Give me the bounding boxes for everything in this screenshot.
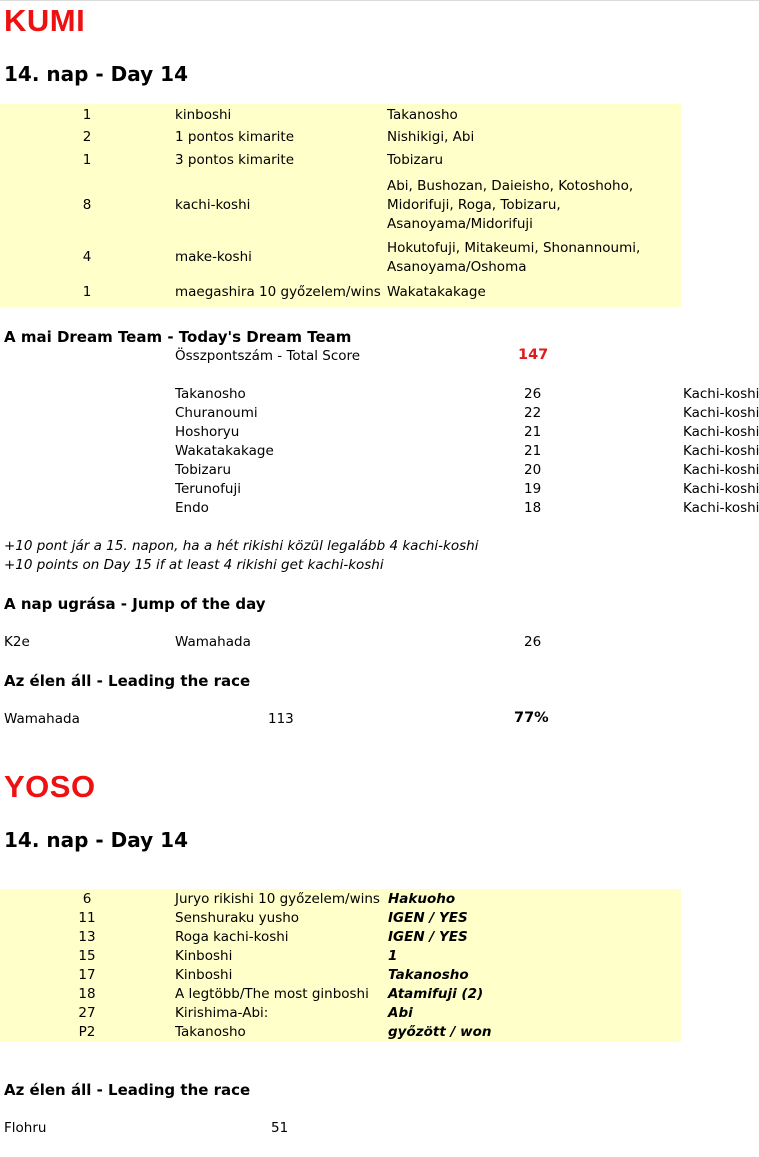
kumi-results-table [0,104,681,307]
jump-heading: A nap ugrása - Jump of the day [4,595,266,613]
dream-team-member-points: 18 [524,500,542,516]
yoso-row-value: Atamifuji (2) [388,986,484,1002]
kumi-leader-points: 113 [268,711,294,727]
kumi-row-value: Takanosho [387,107,458,123]
dream-team-member-points: 26 [524,386,542,402]
yoso-row-value: Hakuoho [388,891,456,907]
yoso-row-label: Juryo rikishi 10 győzelem/wins [175,891,380,907]
dream-team-member-name: Churanoumi [175,405,258,421]
kumi-row-value: Tobizaru [387,152,443,168]
jump-name: Wamahada [175,634,251,650]
dream-team-member-points: 21 [524,424,542,440]
kumi-row-label: kachi-koshi [175,197,251,213]
kumi-row-count: 2 [82,129,92,145]
yoso-row-value: 1 [388,948,398,964]
jump-points: 26 [524,634,542,650]
yoso-row-label: Kirishima-Abi: [175,1005,269,1021]
dream-team-member-points: 19 [524,481,542,497]
dream-team-member-status: Kachi-koshi [683,500,759,516]
yoso-row-number: 27 [78,1005,96,1021]
kumi-row-value: Asanoyama/Midorifuji [387,216,533,232]
dream-team-member-points: 22 [524,405,542,421]
kumi-row-label: kinboshi [175,107,232,123]
dream-team-member-name: Wakatakakage [175,443,274,459]
kumi-leader-name: Wamahada [4,711,80,727]
yoso-row-value: IGEN / YES [388,910,468,926]
dream-team-member-status: Kachi-koshi [683,424,759,440]
dream-team-member-points: 20 [524,462,542,478]
yoso-row-number: 18 [78,986,96,1002]
yoso-day-title: 14. nap - Day 14 [4,828,188,852]
kumi-row-label: make-koshi [175,249,252,265]
yoso-leader-name: Flohru [4,1120,47,1136]
kumi-row-count: 1 [82,284,92,300]
yoso-row-value: IGEN / YES [388,929,468,945]
yoso-row-label: Kinboshi [175,948,233,964]
dream-team-member-status: Kachi-koshi [683,462,759,478]
yoso-leader-points: 51 [271,1120,289,1136]
yoso-row-value: Takanosho [388,967,469,983]
kumi-row-label: 3 pontos kimarite [175,152,295,168]
jump-rank: K2e [4,634,30,650]
yoso-row-label: A legtöbb/The most ginboshi [175,986,369,1002]
dream-team-member-status: Kachi-koshi [683,405,759,421]
kumi-row-value: Wakatakakage [387,284,486,300]
kumi-row-value: Midorifuji, Roga, Tobizaru, [387,197,561,213]
dream-team-heading-hu: A mai Dream Team - [4,328,179,346]
dream-team-member-status: Kachi-koshi [683,481,759,497]
kumi-row-count: 1 [82,107,92,123]
top-border [0,0,759,1]
kumi-row-value: Nishikigi, Abi [387,129,475,145]
yoso-row-label: Kinboshi [175,967,233,983]
bonus-note-hu: +10 pont jár a 15. napon, ha a hét rikishi közül legalább 4 kachi-koshi [4,538,479,554]
yoso-row-label: Takanosho [175,1024,246,1040]
dream-team-heading-en: Today's Dream Team [178,328,352,346]
total-score-value: 147 [518,347,549,363]
yoso-row-label: Roga kachi-koshi [175,929,289,945]
yoso-row-number: 15 [78,948,96,964]
dream-team-member-points: 21 [524,443,542,459]
dream-team-heading [4,328,351,346]
yoso-row-label: Senshuraku yusho [175,910,300,926]
yoso-row-value: győzött / won [388,1024,492,1040]
dream-team-member-name: Tobizaru [175,462,231,478]
kumi-row-count: 8 [82,197,92,213]
yoso-row-number: P2 [78,1024,96,1040]
dream-team-member-status: Kachi-koshi [683,443,759,459]
dream-team-member-name: Takanosho [175,386,246,402]
kumi-leader-heading: Az élen áll - Leading the race [4,672,251,690]
kumi-row-value: Hokutofuji, Mitakeumi, Shonannoumi, [387,240,641,256]
kumi-title: KUMI [4,3,86,38]
yoso-results-table [0,889,681,1042]
dream-team-member-name: Endo [175,500,209,516]
yoso-row-number: 6 [82,891,92,907]
kumi-row-value: Asanoyama/Oshoma [387,259,527,275]
kumi-row-label: maegashira 10 győzelem/wins [175,284,381,300]
kumi-leader-percent: 77% [514,710,549,726]
yoso-row-value: Abi [388,1005,413,1021]
kumi-row-label: 1 pontos kimarite [175,129,295,145]
dream-team-member-name: Terunofuji [175,481,241,497]
yoso-row-number: 13 [78,929,96,945]
kumi-day-title: 14. nap - Day 14 [4,62,188,86]
kumi-row-count: 1 [82,152,92,168]
yoso-leader-heading: Az élen áll - Leading the race [4,1081,251,1099]
dream-team-member-status: Kachi-koshi [683,386,759,402]
yoso-title: YOSO [4,769,96,804]
dream-team-member-name: Hoshoryu [175,424,240,440]
bonus-note-en: +10 points on Day 15 if at least 4 rikishi get kachi-koshi [4,557,384,573]
kumi-row-count: 4 [82,249,92,265]
kumi-row-value: Abi, Bushozan, Daieisho, Kotoshoho, [387,178,634,194]
yoso-row-number: 11 [78,910,96,926]
yoso-row-number: 17 [78,967,96,983]
total-score-label: Összpontszám - Total Score [175,348,361,364]
